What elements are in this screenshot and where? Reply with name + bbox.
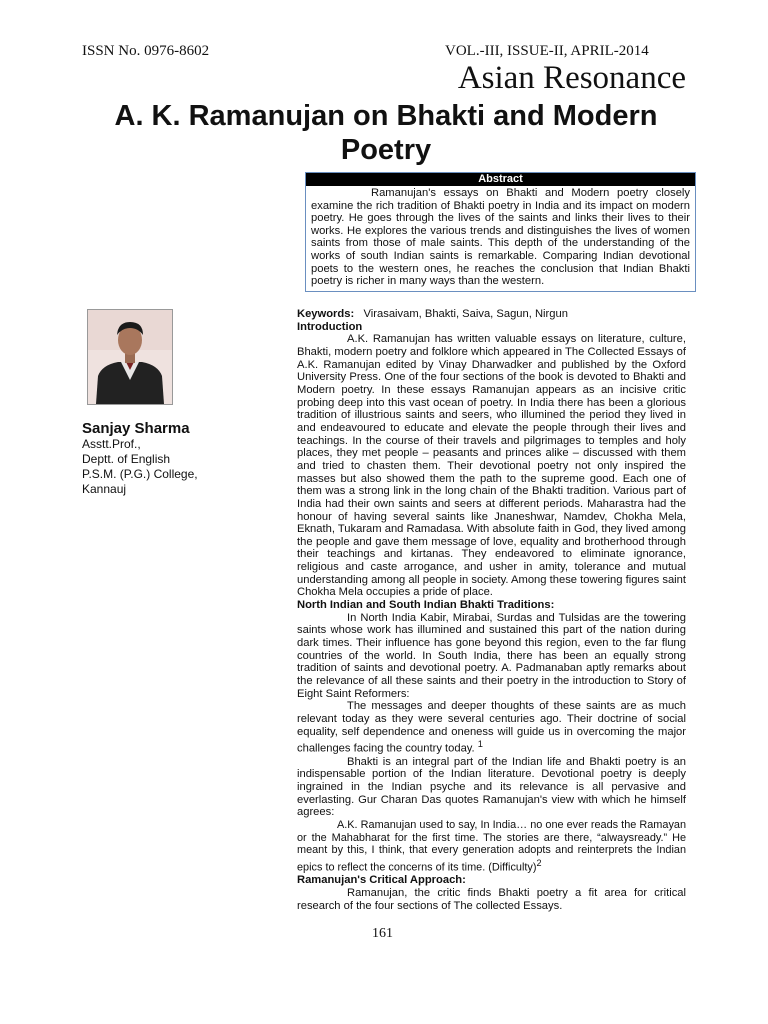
- critical-approach-heading: Ramanujan's Critical Approach:: [297, 874, 466, 887]
- page-number: 161: [372, 926, 393, 941]
- quote-text-2: A.K. Ramanujan used to say, In India… no one ever reads the Ramayan or the Mahabharat for the first time. The stories are there, “alwaysready.” He meant by this, I think, that every generation adopts and reinterprets the Indian epics to reflect the concerns of its time. (Difficulty): [297, 818, 686, 874]
- keywords-line: [297, 308, 686, 321]
- article-title: A. K. Ramanujan on Bhakti and Modern Poetry: [114, 100, 658, 166]
- quote-text-1: The messages and deeper thoughts of these saints are as much relevant today as they were several centuries ago. Their doctrine of social equality, self dependence and oneness will guide us in overcoming the major challenges facing the country today.: [297, 700, 686, 756]
- abstract-heading: Abstract: [306, 173, 695, 186]
- author-city: Kannauj: [82, 482, 127, 496]
- introduction-paragraph: A.K. Ramanujan has written valuable essays on literature, culture, Bhakti, modern poetry and folklore which appeared in The Collected Essays of A.K. Ramanujan edited by Vinay Dharwadker and published by the Oxford University Press. One of the four sections of the book is devoted to Bhakti and Modern poetry. In these essays Ramanujan appears as an incisive critic probing deep into this vast ocean of poetry. In India there has been a glorious tradition of illustrious saints and seers, who illumined the period they lived in and endeavoured to educate and elevate the people through their lives and teachings. In the course of their travels and pilgrimages to temples and holy places, they met people – peasants and princes alike – discussed with them and tried to chasten them. Their devotional poetry not only inspired the masses but also showed them the path to the supreme good. Each one of them was a strong link in the long chain of the Bhakti tradition. Various part of India had their own saints and seers at different periods. Maharastra had the honour of having several saints like Jnaneshwar, Namdev, Chokha Mela, Eknath, Tukaram and Ramadasa. With absolute faith in God, they lived among the people and gave them message of love, equality and brotherhood through their teachings and kirtanas. They endeavored to eliminate ignorance, religious and caste arrogance, and usher in amity, tolerance and mutual understanding among all people in society. Among these towering figures saint Chokha Mela occupies a pride of place.: [297, 333, 686, 599]
- author-college: P.S.M. (P.G.) College,: [82, 467, 198, 481]
- traditions-heading: North Indian and South Indian Bhakti Traditions:: [297, 599, 555, 612]
- abstract-box: [305, 172, 696, 292]
- author-affiliation: [82, 437, 198, 497]
- quote-paragraph-2: [297, 819, 686, 874]
- author-department: Deptt. of English: [82, 452, 171, 466]
- volume-issue: VOL.-III, ISSUE-II, APRIL-2014: [445, 43, 649, 59]
- journal-title: Asian Resonance: [457, 60, 686, 96]
- author-portrait-image: [88, 310, 172, 404]
- introduction-heading: Introduction: [297, 320, 363, 333]
- critical-approach-paragraph: Ramanujan, the critic finds Bhakti poetry a fit area for critical research of the four sections of The collected Essays.: [297, 886, 686, 912]
- article-body: [297, 308, 686, 912]
- abstract-text: Ramanujan's essays on Bhakti and Modern poetry closely examine the rich tradition of Bhakti poetry in India and its impact on modern poetry. He goes through the lives of the saints and links their lives to their works. He explores the various trends and distinguishes the lives of women saints from those of male saints. This depth of the understanding of the works of south Indian saints is remarkable. Comparing Indian devotional poets to the western ones, he reaches the conclusion that Indian Bhakti poetry is richer in many ways than the western.: [311, 187, 690, 288]
- traditions-paragraph: In North India Kabir, Mirabai, Surdas and Tulsidas are the towering saints whose work has illumined and sustained this part of the nation during dark times. Their influence has gone beyond this region, even to the far flung countries of the world. In South India, there has been an equally strong tradition of saints and devotional poetry. A. Padmanaban aptly remarks about the relevance of all these saints and their poetry in the introduction to Story of Eight Saint Reformers:: [297, 611, 686, 700]
- author-designation: Asstt.Prof.,: [82, 437, 141, 451]
- keywords-label: Keywords:: [297, 308, 355, 320]
- author-photo: [87, 309, 173, 405]
- quote-paragraph-1: [297, 700, 686, 755]
- author-name: Sanjay Sharma: [82, 420, 190, 437]
- footnote-ref-1: 1: [477, 739, 483, 750]
- footnote-ref-2: 2: [536, 857, 542, 868]
- bhakti-paragraph: Bhakti is an integral part of the Indian life and Bhakti poetry is an indispensable portion of the Indian literature. Devotional poetry is deeply ingrained in the Indian psyche and its relevance is all pervasive and everlasting. Gur Charan Das quotes Ramanujan's view with which he himself agrees:: [297, 755, 686, 819]
- issn-number: ISSN No. 0976-8602: [82, 43, 210, 59]
- keywords-text: Virasaivam, Bhakti, Saiva, Sagun, Nirgun: [363, 308, 568, 320]
